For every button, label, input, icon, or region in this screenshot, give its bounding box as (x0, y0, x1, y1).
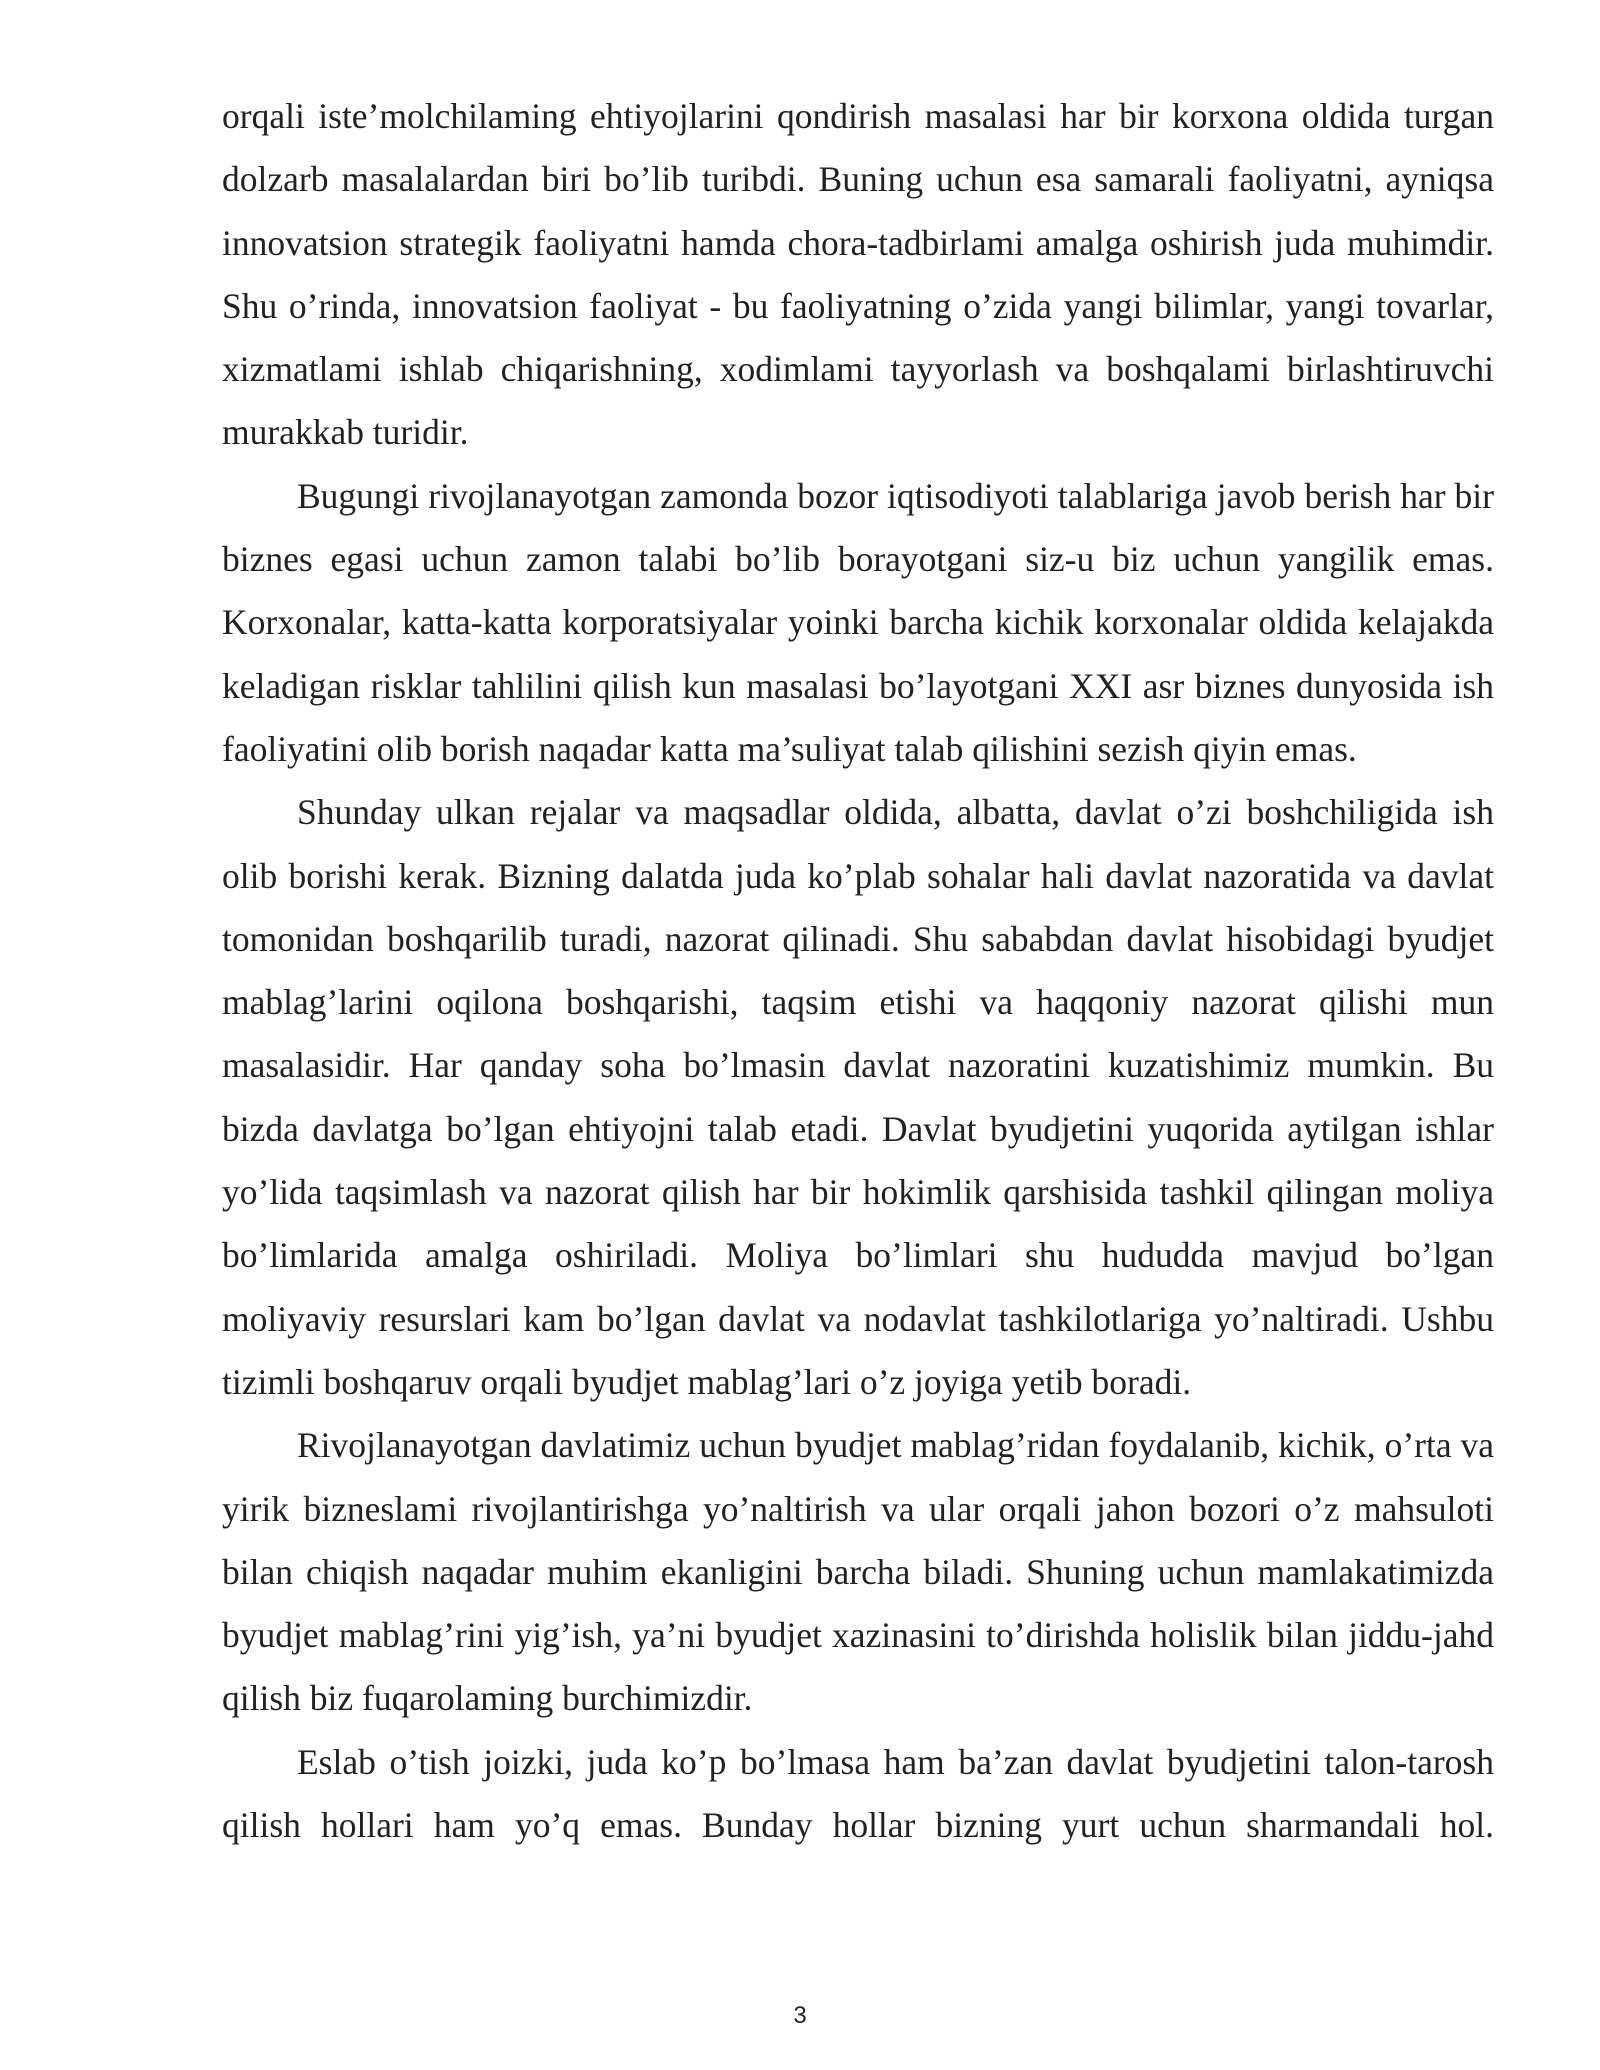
page-number: 3 (793, 2002, 807, 2029)
paragraph: Rivojlanayotgan davlatimiz uchun byudjet mablag’ridan foydalanib, kichik, o’rta va yirik bizneslami rivojlantirishga yo’naltirish va ular orqali jahon bozori o’z mahsuloti bilan chiqish naqadar muhim ekanligini barcha biladi. Shuning uchun mamlakatimizda byudjet mablag’rini yig’ish, ya’ni byudjet xazinasini to’dirishda holislik bilan jiddu-jahd qilish biz fuqarolaming burchimizdir. (222, 1425, 1494, 1719)
paragraph: Shunday ulkan rejalar va maqsadlar oldida, albatta, davlat o’zi boshchiligida ish olib borishi kerak. Bizning dalatda juda ko’plab sohalar hali davlat nazoratida va davlat tomonidan boshqarilib turadi, nazorat qilinadi. Shu sababdan davlat hisobidagi byudjet mablag’larini oqilona boshqarishi, taqsim etishi va haqqoniy nazorat qilishi mun masalasidir. Har qanday soha bo’lmasin davlat nazoratini kuzatishimiz mumkin. Bu bizda davlatga bo’lgan ehtiyojni talab etadi. Davlat byudjetini yuqorida aytilgan ishlar yo’lida taqsimlash va nazorat qilish har bir hokimlik qarshisida tashkil qilingan moliya bo’limlarida amalga oshiriladi. Moliya bo’limlari shu hududda mavjud bo’lgan moliyaviy resurslari kam bo’lgan davlat va nodavlat tashkilotlariga yo’naltiradi. Ushbu tizimli boshqaruv orqali byudjet mablag’lari o’z joyiga yetib boradi. (222, 792, 1494, 1402)
paragraph: Bugungi rivojlanayotgan zamonda bozor iqtisodiyoti talablariga javob berish har bir biznes egasi uchun zamon talabi bo’lib borayotgani siz-u biz uchun yangilik emas. Korxonalar, katta-katta korporatsiyalar yoinki barcha kichik korxonalar oldida kelajakda keladigan risklar tahlilini qilish kun masalasi bo’layotgani XXI asr biznes dunyosida ish faoliyatini olib borish naqadar katta ma’suliyat talab qilishini sezish qiyin emas. (222, 475, 1494, 769)
paragraph-continued: orqali iste’molchilaming ehtiyojlarini qondirish masalasi har bir korxona oldida turgan dolzarb masalalardan biri bo’lib turibdi. Buning uchun esa samarali faoliyatni, ayniqsa innovatsion strategik faoliyatni hamda chora-tadbirlami amalga oshirish juda muhimdir. Shu o’rinda, innovatsion faoliyat - bu faoliyatning o’zida yangi bilimlar, yangi tovarlar, xizmatlami ishlab chiqarishning, xodimlami tayyorlash va boshqalami birlashtiruvchi murakkab turidir. (222, 96, 1494, 453)
paragraph-continues: Eslab o’tish joizki, juda ko’p bo’lmasa ham ba’zan davlat byudjetini talon-tarosh qilish hollari ham yo’q emas. Bunday hollar bizning yurt uchun sharmandali hol. (222, 1741, 1494, 1846)
body-text (222, 85, 1494, 1857)
